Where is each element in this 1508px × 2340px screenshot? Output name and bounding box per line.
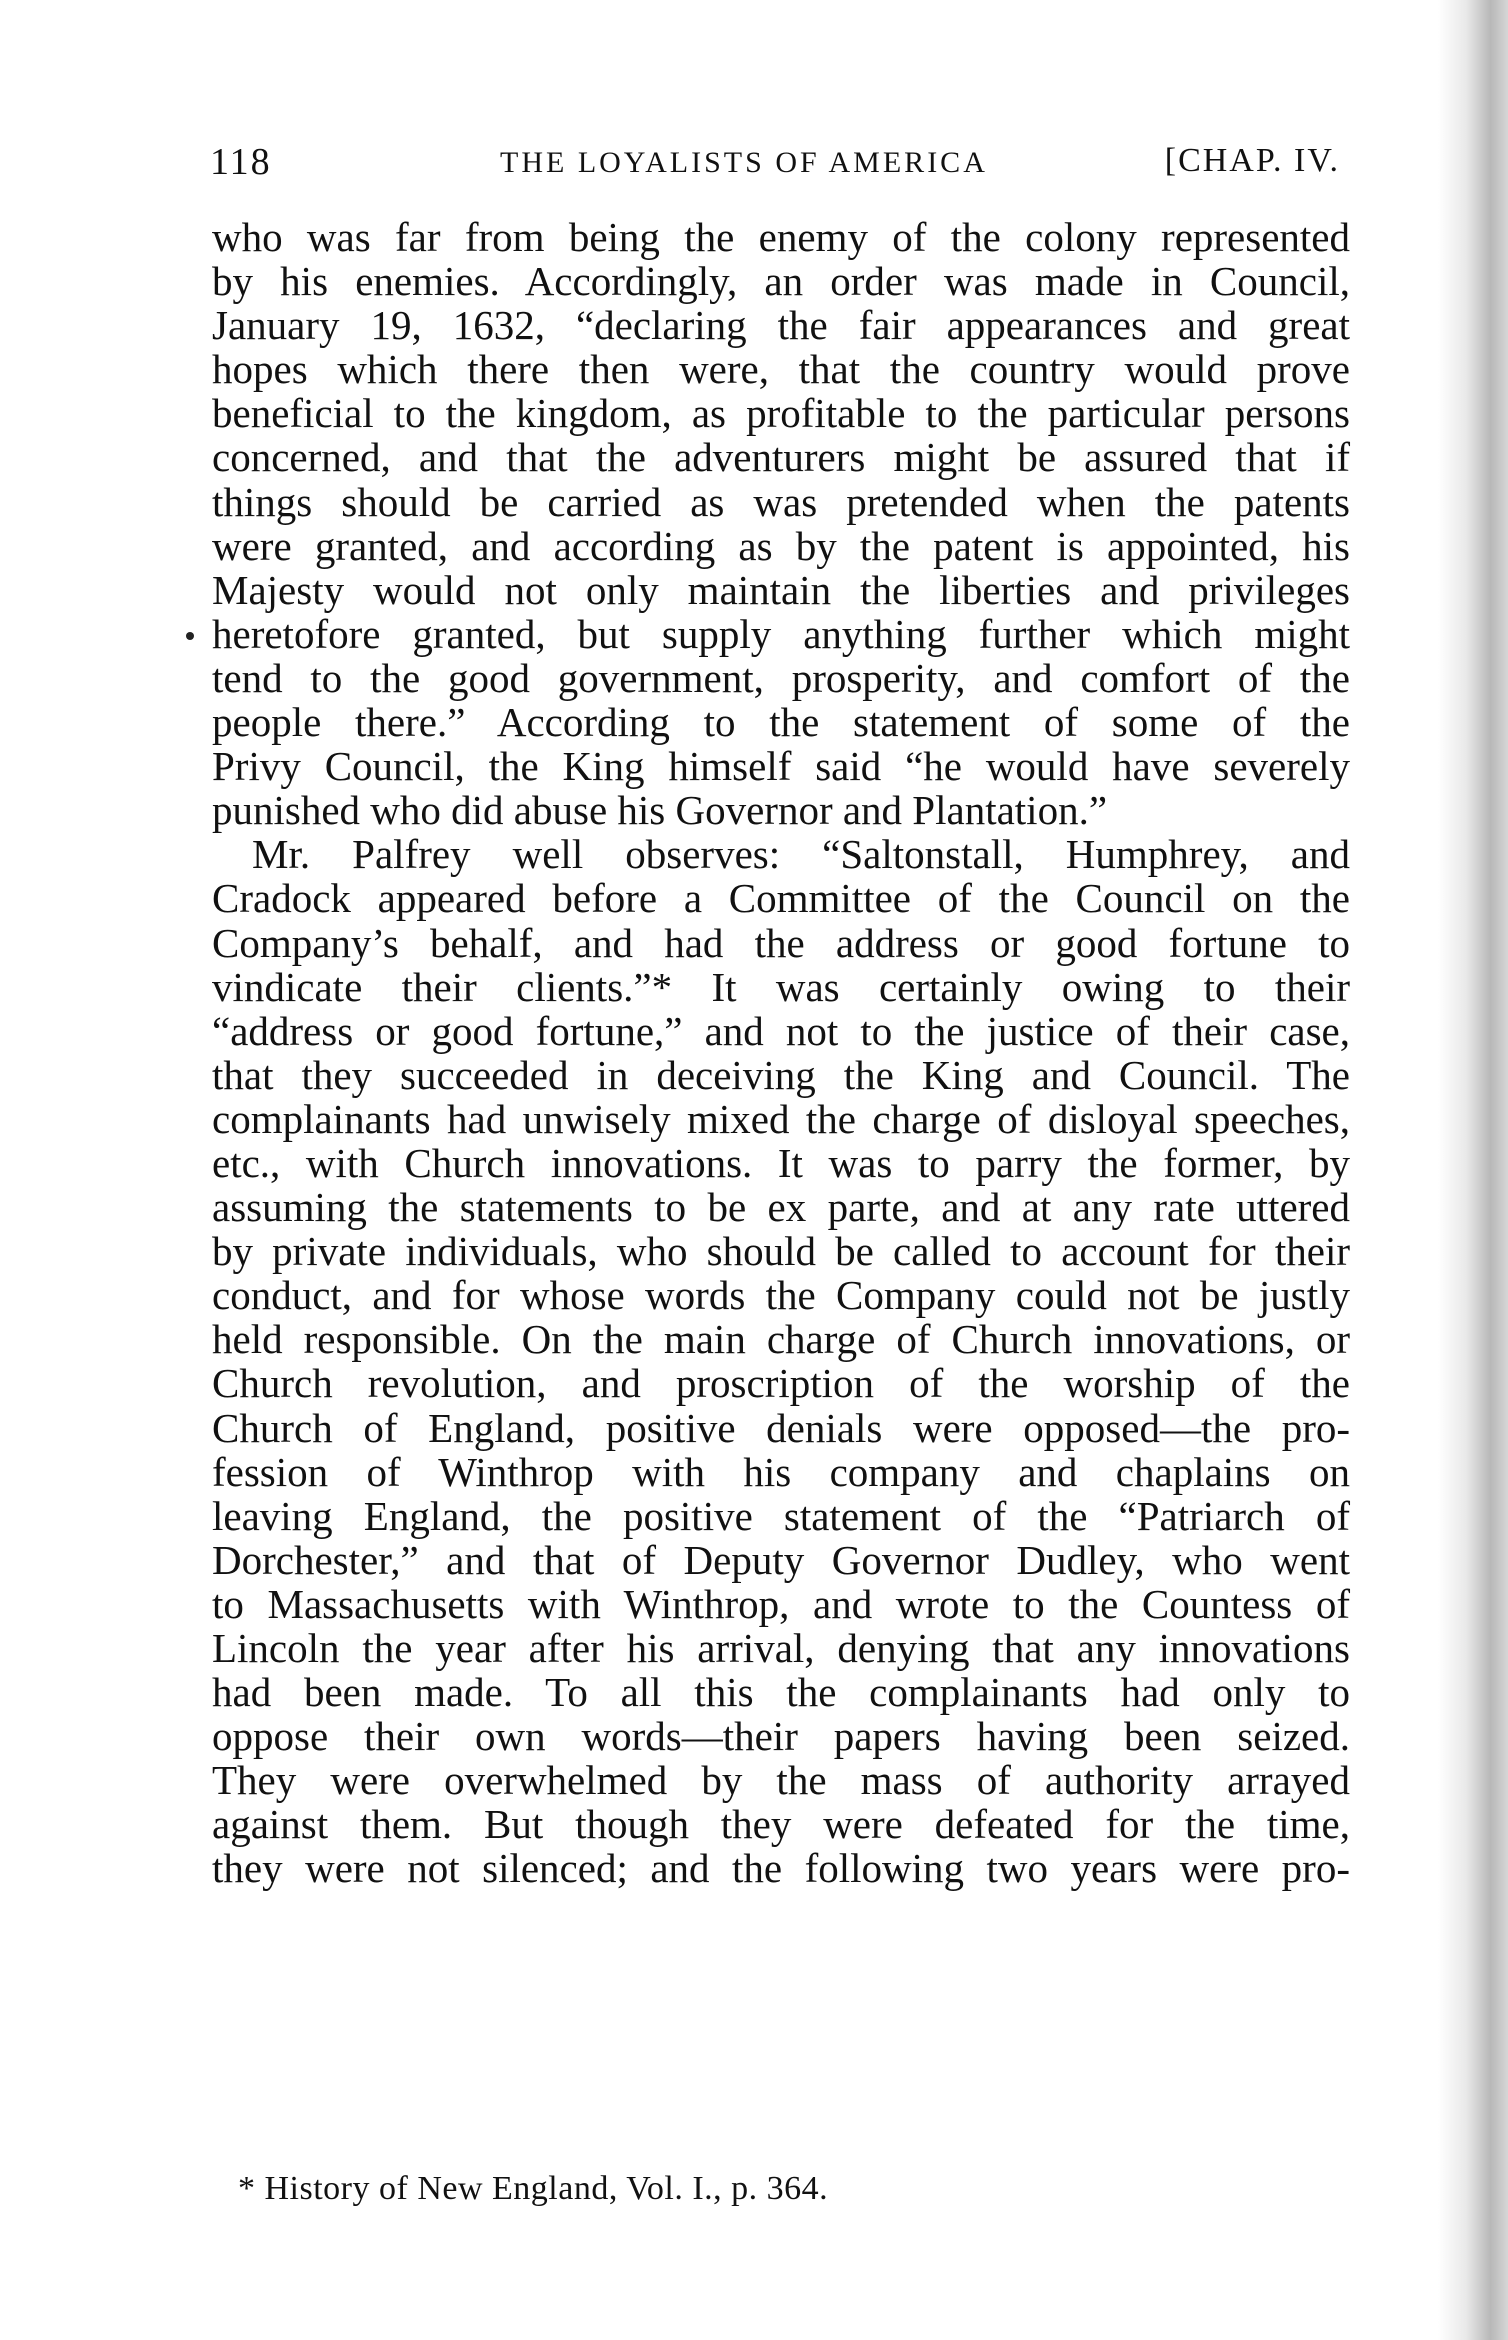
text-line: were granted, and according as by the patent is appointed, his [212, 522, 1350, 569]
text-line: leaving England, the positive statement of the “Patriarch of [212, 1492, 1350, 1539]
text-line: who was far from being the enemy of the colony represented [212, 214, 1350, 260]
paragraph-2 [212, 832, 1350, 1890]
text-line: vindicate their clients.”* It was certainly owing to their [212, 963, 1350, 1010]
page-number: 118 [210, 141, 272, 183]
text-line: Church revolution, and proscription of the worship of the [212, 1360, 1350, 1407]
text-line: assuming the statements to be ex parte, and at any rate uttered [212, 1184, 1350, 1231]
text-line: Mr. Palfrey well observes: “Saltonstall, Humphrey, and [252, 831, 1350, 878]
text-line: Dorchester,” and that of Deputy Governor Dudley, who went [212, 1536, 1350, 1583]
text-line: Company’s behalf, and had the address or good fortune to [212, 919, 1350, 966]
text-line: hopes which there then were, that the country would prove [212, 346, 1350, 393]
text-line: punished who did abuse his Governor and Plantation.” [212, 787, 1108, 834]
text-line: they were not silenced; and the following two years were pro- [212, 1845, 1350, 1892]
text-line: things should be carried as was pretended when the patents [212, 478, 1350, 525]
text-line: had been made. To all this the complainants had only to [212, 1669, 1350, 1716]
running-head [210, 140, 1340, 200]
text-line: oppose their own words—their papers having been seized. [212, 1713, 1350, 1760]
text-line: Privy Council, the King himself said “he would have severely [212, 743, 1350, 790]
text-line: that they succeeded in deceiving the King and Council. The [212, 1051, 1350, 1098]
text-line: heretofore granted, but supply anything further which might [212, 610, 1350, 657]
text-line: Cradock appeared before a Committee of the Council on the [212, 875, 1350, 922]
text-line: They were overwhelmed by the mass of authority arrayed [212, 1757, 1350, 1804]
text-line: fession of Winthrop with his company and chaplains on [212, 1448, 1350, 1495]
text-line: beneficial to the kingdom, as profitable to the particular persons [212, 390, 1350, 437]
book-title: THE LOYALISTS OF AMERICA [500, 146, 988, 179]
page-edge-shadow [1438, 0, 1508, 2340]
chapter-label: [CHAP. IV. [1164, 142, 1340, 179]
text-line: held responsible. On the main charge of Church innovations, or [212, 1316, 1350, 1363]
text-line: people there.” According to the statement of some of the [212, 699, 1350, 746]
text-line: against them. But though they were defeated for the time, [212, 1801, 1350, 1848]
text-line: to Massachusetts with Winthrop, and wrote to the Countess of [212, 1580, 1350, 1627]
text-line: complainants had unwisely mixed the charge of disloyal speeches, [212, 1095, 1350, 1142]
margin-mark [186, 632, 194, 640]
paragraph-1 [212, 215, 1350, 832]
text-line: Church of England, positive denials were opposed—the pro- [212, 1404, 1350, 1451]
text-line: tend to the good government, prosperity, and comfort of the [212, 654, 1350, 701]
text-line: Lincoln the year after his arrival, denying that any innovations [212, 1625, 1350, 1671]
text-line: concerned, and that the adventurers might be assured that if [212, 434, 1350, 481]
text-line: “address or good fortune,” and not to the justice of their case, [212, 1007, 1350, 1054]
text-line: Majesty would not only maintain the liberties and privileges [212, 566, 1350, 613]
text-line: by his enemies. Accordingly, an order was made in Council, [212, 258, 1350, 305]
body-text [212, 215, 1350, 1891]
text-line: conduct, and for whose words the Company could not be justly [212, 1272, 1350, 1319]
text-line: etc., with Church innovations. It was to parry the former, by [212, 1139, 1350, 1186]
footnote: * History of New England, Vol. I., p. 364. [238, 2170, 829, 2207]
text-line: by private individuals, who should be called to account for their [212, 1228, 1350, 1275]
text-line: January 19, 1632, “declaring the fair appearances and great [212, 302, 1350, 349]
